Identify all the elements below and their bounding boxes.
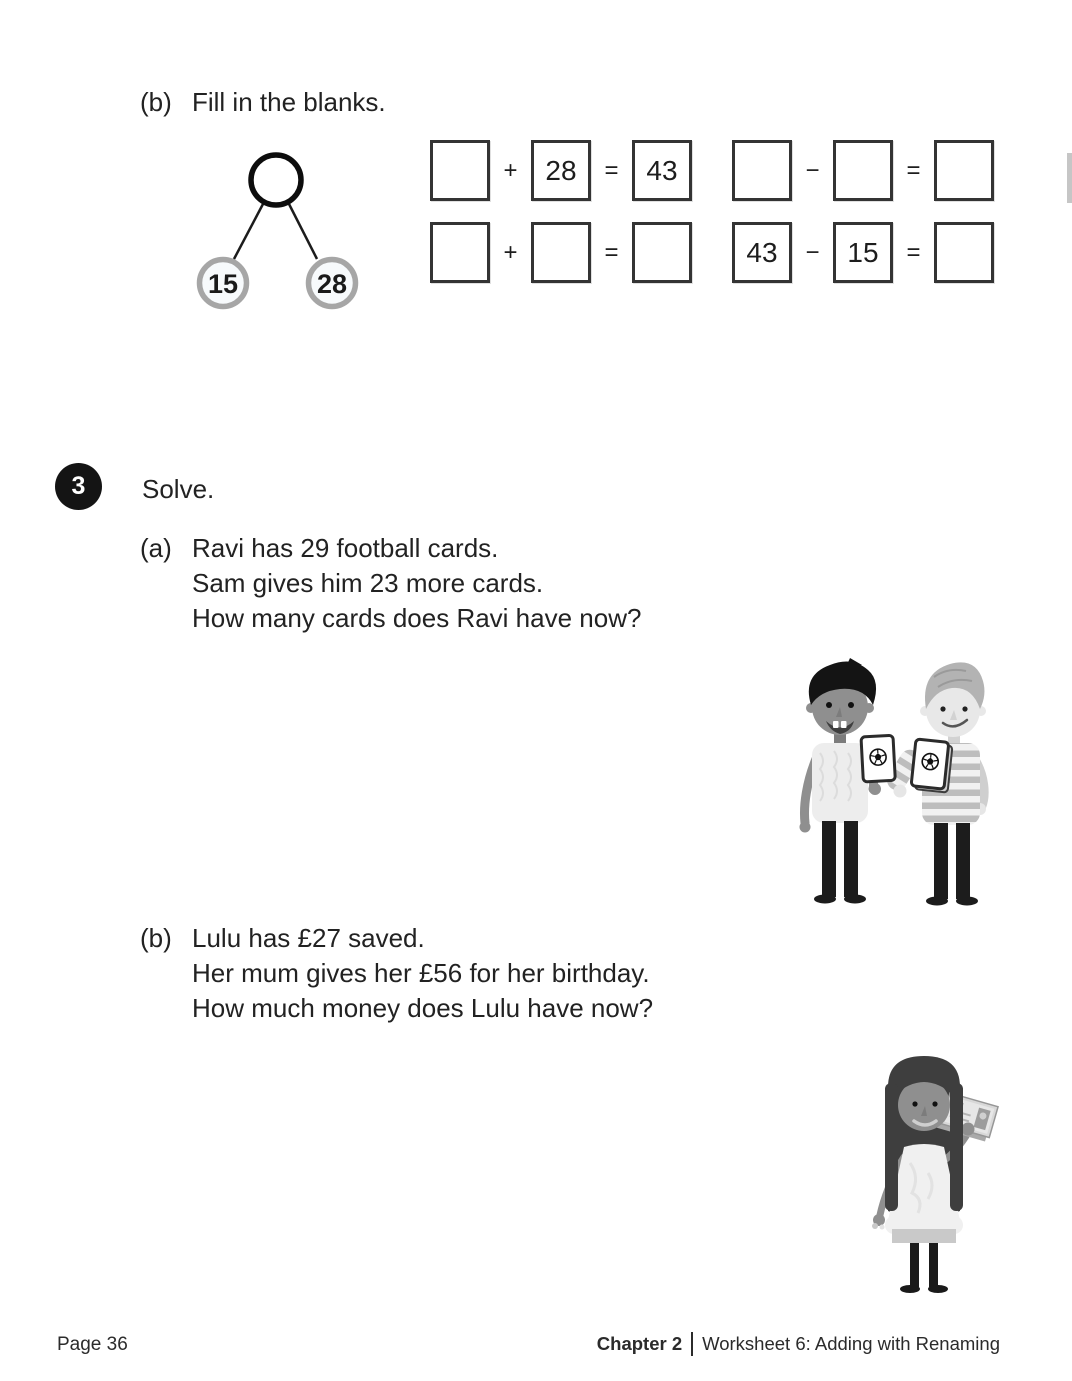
chapter-label: Chapter 2 <box>596 1333 683 1354</box>
girl-figure <box>872 1056 998 1293</box>
girl-with-money-illustration <box>858 1053 1010 1298</box>
boy-striped-shirt <box>883 662 986 905</box>
football-cards-illustration <box>788 653 1006 915</box>
equals-operator: = <box>604 238 619 266</box>
part-b-line-1: Lulu has £27 saved. <box>192 923 425 953</box>
question3-instruction: Solve. <box>142 474 215 504</box>
part-b-label: (b) <box>140 87 172 117</box>
equation-row-1 <box>430 140 994 201</box>
worksheet-label: Worksheet 6: Adding with Renaming <box>702 1333 1000 1354</box>
minus-operator: − <box>805 156 820 184</box>
equation-row-2 <box>430 222 994 283</box>
boy-dark-hair <box>800 658 896 904</box>
bond-line-left <box>234 204 263 259</box>
question3-part-b <box>140 921 653 1026</box>
answer-box[interactable] <box>531 222 591 283</box>
value-box: 43 <box>732 222 792 283</box>
part-a-line-1: Ravi has 29 football cards. <box>192 533 499 563</box>
answer-box[interactable] <box>430 140 490 201</box>
value-box: 28 <box>531 140 591 201</box>
football-card-icon <box>861 735 895 782</box>
number-bond-whole-circle[interactable] <box>251 155 301 205</box>
page-number: Page 36 <box>57 1334 128 1355</box>
part-a-text <box>192 531 641 636</box>
equals-operator: = <box>906 238 921 266</box>
answer-box[interactable] <box>430 222 490 283</box>
plus-operator: + <box>503 156 518 184</box>
plus-operator: + <box>503 238 518 266</box>
question3-part-a <box>140 531 641 636</box>
answer-box[interactable] <box>934 140 994 201</box>
footer-divider <box>691 1332 693 1356</box>
page-edge-artifact <box>1067 153 1072 203</box>
answer-box[interactable] <box>732 140 792 201</box>
equals-operator: = <box>906 156 921 184</box>
part-b-text <box>192 921 653 1026</box>
answer-box[interactable] <box>833 140 893 201</box>
bond-line-right <box>289 204 317 259</box>
fill-blanks-instruction: Fill in the blanks. <box>192 87 386 117</box>
part-a-line-2: Sam gives him 23 more cards. <box>192 568 544 598</box>
minus-operator: − <box>805 238 820 266</box>
part-b-line-2: Her mum gives her £56 for her birthday. <box>192 958 650 988</box>
part-b-line-3: How much money does Lulu have now? <box>192 993 654 1023</box>
value-box: 43 <box>632 140 692 201</box>
part-a-label: (a) <box>140 533 172 563</box>
number-bond-left-value: 15 <box>207 269 239 299</box>
part-a-line-3: How many cards does Ravi have now? <box>192 603 642 633</box>
number-bond-diagram <box>185 146 370 316</box>
part-b-label: (b) <box>140 923 172 953</box>
footer-chapter-info <box>597 1332 1000 1356</box>
number-bond-right-value: 28 <box>316 269 348 299</box>
fill-blanks-heading <box>140 85 386 120</box>
value-box: 15 <box>833 222 893 283</box>
answer-box[interactable] <box>632 222 692 283</box>
question-number-badge: 3 <box>55 463 102 510</box>
answer-box[interactable] <box>934 222 994 283</box>
football-card-stack-icon <box>911 739 953 793</box>
equals-operator: = <box>604 156 619 184</box>
